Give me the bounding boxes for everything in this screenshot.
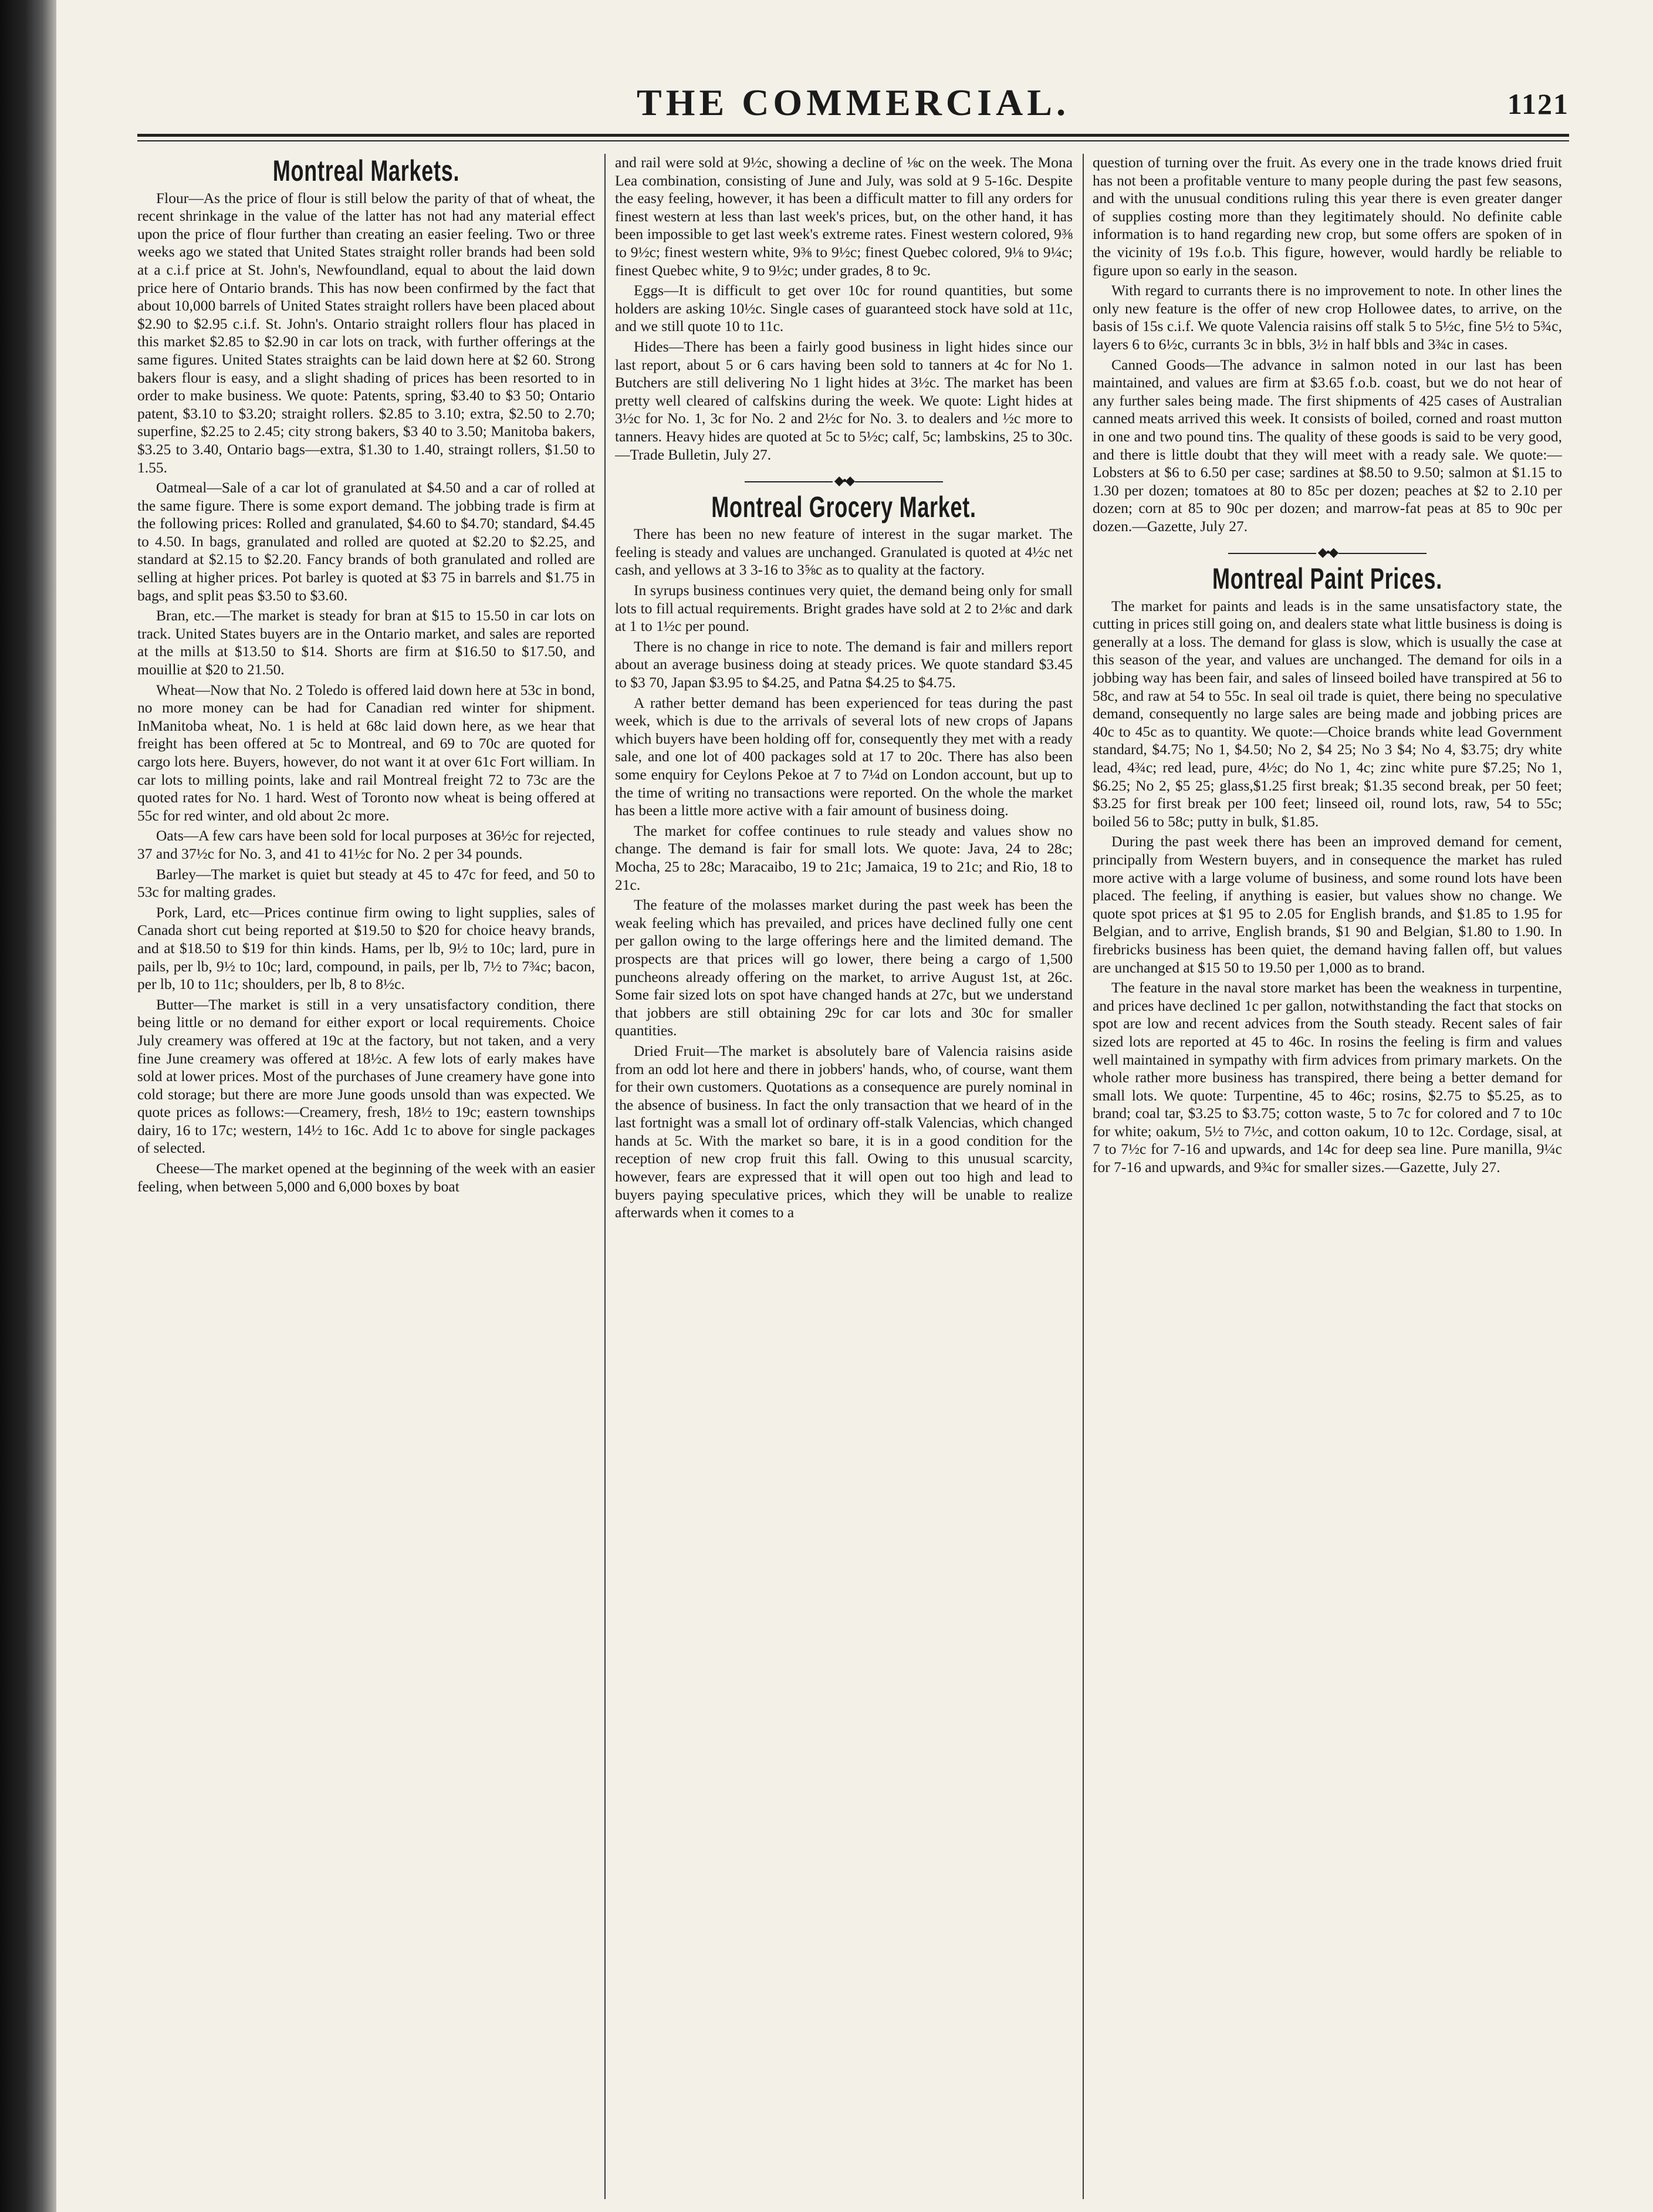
paragraph-barley: Barley—The market is quiet but steady at 45 to 47c for feed, and 50 to 53c for malting grades. [137, 865, 595, 901]
article-heading-paint-prices: Montreal Paint Prices. [1212, 562, 1442, 596]
paragraph-cement: During the past week there has been an improved demand for cement, principally from Western buyers, and in consequence the market has ruled more active with a large volume of business, and some round lots have been placed. The feeling, if anything is easier, but values show no change. We quote spot prices at $1 95 to 2.05 for English brands, and $1.85 to 1.95 for Belgian, and to arrive, English brands, $1 90 and Belgian, $1.80 to 1.90. In firebricks business has been quiet, the demand having fallen off, but values are unchanged at $15 50 to 19.50 per 1,000 as to brand. [1093, 833, 1562, 976]
page-number: 1121 [1507, 87, 1569, 120]
paragraph-syrups: In syrups business continues very quiet, the demand being only for small lots to fill actual requirements. Bright grades have sold at 2 to 2⅛c and dark at 1 to 1½c per pound. [615, 582, 1073, 635]
paragraph-bran: Bran, etc.—The market is steady for bran at $15 to 15.50 in car lots on track. United States buyers are in the Ontario market, and sales are reported at the mills at $13.50 to $14. Shorts are firm at $16.50 to $17.50, and mouillie at $20 to 21.50. [137, 607, 595, 678]
paragraph-oatmeal: Oatmeal—Sale of a car lot of granulated at $4.50 and a car of rolled at the same figure. There is some export demand. The jobbing trade is firm at the following prices: Rolled and granulated, $4.60 to $4.70; standard, $4.45 to 4.50. In bags, granulated and rolled are quoted at $2.20 to $2.25, and standard at $2.15 to $2.20. Fancy brands of both granulated and rolled are selling at higher prices. Pot barley is quoted at $3 75 in barrels and $1.75 in bags, and split peas $3.50 to $3.60. [137, 479, 595, 604]
column-3 [1093, 154, 1562, 2199]
article-separator: ◆•◆ [1093, 543, 1562, 562]
paragraph-molasses: The feature of the molasses market during the past week has been the weak feeling which has prevailed, and prices have declined fully one cent per gallon owing to the large offerings here and the limited demand. The prospects are that prices will go lower, there being a cargo of 1,500 puncheons already offering on the market, to arrive August 1st, at 26c. Some fair sized lots on spot have changed hands at 27c, but we understand that jobbers are still obtaining 29c for car lots and 30c for smaller quantities. [615, 896, 1073, 1039]
masthead-rule [137, 134, 1569, 141]
paragraph-dried-fruit: Dried Fruit—The market is absolutely bare of Valencia raisins aside from an odd lot here and there in jobbers' hands, who, of course, want them for their own customers. Quotations as a consequence are purely nominal in the absence of business. In fact the only transaction that we heard of in the last fortnight was a small lot of ordinary off-stalk Valencias, which changed hands at 5c. With the market so bare, it is in a good condition for the reception of new crop fruit this fall. Owing to this unusual scarcity, however, fears are expressed that it will open out too high and lead to buyers paying speculative prices, which they will be unable to realize afterwards when it comes to a [615, 1042, 1073, 1221]
paragraph-rice: There is no change in rice to note. The demand is fair and millers report about an average business doing at steady prices. We quote standard $3.45 to $3 70, Japan $3.95 to $4.25, and Patna $4.25 to $4.75. [615, 637, 1073, 691]
paragraph-teas: A rather better demand has been experienced for teas during the past week, which is due to the arrivals of several lots of new crops of Japans which buyers have been holding off for, consequently they met with a ready sale, and one lot of 400 packages sold at 17 to 20c. There has also been some enquiry for Ceylons Pekoe at 7 to 7¼d on London account, but up to the time of writing no transactions were reported. On the whole the market has been a little more active with a fair amount of business doing. [615, 694, 1073, 819]
page-binding-edge [0, 0, 56, 2212]
column-divider [604, 154, 606, 2199]
newspaper-title: THE COMMERCIAL. [637, 82, 1070, 123]
column-1 [137, 154, 595, 2199]
paragraph-currants: With regard to currants there is no improvement to note. In other lines the only new feature is the offer of new crop Hollowee dates, to arrive, on the basis of 15s c.i.f. We quote Valencia raisins off stalk 5 to 5½c, fine 5½ to 5¾c, layers 6 to 6½c, currants 3c in bbls, 3½ in half bbls and 3¾c in cases. [1093, 282, 1562, 353]
paragraph-canned-goods: Canned Goods—The advance in salmon noted in our last has been maintained, and values are firm at $3.65 f.o.b. coast, but we do not hear of any further sales being made. The first shipments of 425 cases of Australian canned meats arrived this week. It consists of boiled, corned and roast mutton in one and two pound tins. The quality of these goods is said to be very good, and there is little doubt that they will meet with a ready sale. We quote:—Lobsters at $6 to 6.50 per case; sardines at $8.50 to 9.50; salmon at $1.15 to 1.30 per dozen; tomatoes at 80 to 85c per dozen; peaches at $2 to 2.10 per dozen; corn at 85 to 90c per dozen; and marrow-fat peas at 85 to 90c per dozen.—Gazette, July 27. [1093, 356, 1562, 535]
paragraph-cheese-continued: and rail were sold at 9½c, showing a decline of ⅛c on the week. The Mona Lea combination, consisting of June and July, was sold at 9 5-16c. Despite the easy feeling, however, it has been a difficult matter to fill any orders for finest western at less than last week's prices, but, on the other hand, it has been impossible to get last week's extreme rates. Finest western colored, 9⅜ to 9½c; finest western white, 9⅜ to 9½c; finest Quebec colored, 9⅛ to 9¼c; finest Quebec white, 9 to 9½c; under grades, 8 to 9c. [615, 154, 1073, 279]
article-heading-grocery-market: Montreal Grocery Market. [711, 490, 976, 524]
column-2 [615, 154, 1073, 2199]
masthead [137, 81, 1569, 135]
column-divider [1083, 154, 1084, 2199]
paragraph-coffee: The market for coffee continues to rule steady and values show no change. The demand is fair for small lots. We quote: Java, 24 to 28c; Mocha, 25 to 28c; Maracaibo, 19 to 21c; Jamaica, 19 to 21c; and Rio, 18 to 21c. [615, 822, 1073, 893]
paragraph-cheese: Cheese—The market opened at the beginning of the week with an easier feeling, when between 5,000 and 6,000 boxes by boat [137, 1160, 595, 1195]
paragraph-sugar: There has been no new feature of interest in the sugar market. The feeling is steady and values are unchanged. Granulated is quoted at 4½c net cash, and yellows at 3 3-16 to 3⅝c as to quality at the factory. [615, 525, 1073, 579]
paragraph-oats: Oats—A few cars have been sold for local purposes at 36½c for rejected, 37 and 37½c for No. 3, and 41 to 41½c for No. 2 per 34 pounds. [137, 827, 595, 862]
paragraph-hides: Hides—There has been a fairly good business in light hides since our last report, about 5 or 6 cars having been sold to tanners at 4c for No 1. Butchers are still delivering No 1 light hides at 3½c. The market has been pretty well cleared of calfskins during the week. We quote: Light hides at 3½c for No. 1, 3c for No. 2 and 2½c for No. 3. to dealers and ½c more to tanners. Heavy hides are quoted at 5c to 5½c; calf, 5c; lambskins, 25 to 30c.—Trade Bulletin, July 27. [615, 337, 1073, 463]
paragraph-naval-stores: The feature in the naval store market has been the weakness in turpentine, and prices have declined 1c per gallon, notwithstanding the fact that stocks on spot are low and recent advices from the South steady. Recent sales of fair sized lots are reported at 45 to 46c. In rosins the feeling is firm and values well maintained in sympathy with firm advices from primary markets. On the whole rather more business has transpired, there being a better demand for small lots. We quote: Turpentine, 45 to 46c; rosins, $2.75 to $5.25, as to brand; coal tar, $3.25 to $3.75; cotton waste, 5 to 7c for colored and 7 to 10c for white; oakum, 5½ to 7½c, and cotton oakum, 10 to 12c. Cordage, sisal, at 7 to 7½c for 7-16 and upwards, and 14c for deep sea line. Pure manilla, 9¼c for 7-16 and upwards, and 9¾c for smaller sizes.—Gazette, July 27. [1093, 979, 1562, 1176]
paragraph-flour: Flour—As the price of flour is still below the parity of that of wheat, the recent shrinkage in the value of the latter has not had any material effect upon the price of flour further than creating an easier feeling. Two or three weeks ago we stated that United States straight roller brands had been sold at a c.i.f price at St. John's, Newfoundland, equal to about the laid down price here of Ontario brands. This has now been confirmed by the fact that about 10,000 barrels of United States straight rollers have been placed about $2.90 to $2.95 c.i.f. St. John's. Ontario straight rollers flour has placed in this market $2.85 to $2.90 in car lots on track, with further offerings at the same figures. United States straights can be laid down here at $2 60. Strong bakers flour is easy, and a slight shading of prices has been resorted to in order to make business. We quote: Patents, spring, $3.40 to $3 50; Ontario patent, $3.10 to $3.20; straight rollers. $2.85 to 3.10; extra, $2.50 to 2.70; superfine, $2.25 to 2.45; city strong bakers, $3 40 to 3.50; Manitoba bakers, $3.25 to 3.40, Ontario bags—extra, $1.30 to 1.40, straingt rollers, $1.50 to 1.55. [137, 189, 595, 476]
paragraph-pork-lard: Pork, Lard, etc—Prices continue firm owing to light supplies, sales of Canada short cut being reported at $19.50 to $20 for choice heavy brands, and at $18.50 to $19 for thin kinds. Hams, per lb, 9½ to 10c; lard, pure in pails, per lb, 9½ to 10c; lard, compound, in pails, per lb, 7½ to 7¾c; bacon, per lb, 10 to 11c; shoulders, per lb, 8 to 8½c. [137, 903, 595, 993]
paragraph-butter: Butter—The market is still in a very unsatisfactory condition, there being little or no demand for either export or local requirements. Choice July creamery was offered at 19c at the factory, but not taken, and a very fine June creamery was offered at 18½c. A few lots of early makes have sold at lower prices. Most of the purchases of June creamery have gone into cold storage; but there are more June goods unsold than was expected. We quote prices as follows:—Creamery, fresh, 18½ to 19c; eastern townships dairy, 16 to 17c; western, 14½ to 16c. Add 1c to above for single packages of selected. [137, 995, 595, 1157]
paragraph-paints: The market for paints and leads is in the same unsatisfactory state, the cutting in prices still going on, and dealers state what little business is doing is generally at a loss. The demand for glass is slow, which is usually the case at this season of the year, and values are unchanged. The demand for oils in a jobbing way has been fair, and sales of linseed boiled have transpired at 56 to 58c, and raw at 54 to 55c. In seal oil trade is quiet, there being no speculative demand, consequently no large sales are being made and jobbing prices are 40c to 45c as to quantity. We quote:—Choice brands white lead Government standard, $4.75; No 1, $4.50; No 2, $4 25; No 3 $4; No 4, $3.75; dry white lead, 4¾c; red lead, pure, 4½c; do No 1, 4c; zinc white pure $7.25; No 1, $6.25; No 2, $5 25; glass,$1.25 first break; $1.35 second break, per 50 feet; $3.25 for first break per 100 feet; linseed oil, round lots, raw, 54 to 55c; boiled 56 to 58c; putty in bulk, $1.85. [1093, 597, 1562, 830]
paragraph-eggs: Eggs—It is difficult to get over 10c for round quantities, but some holders are asking 10½c. Single cases of guaranteed stock have sold at 11c, and we still quote 10 to 11c. [615, 282, 1073, 335]
paragraph-wheat: Wheat—Now that No. 2 Toledo is offered laid down here at 53c in bond, no more money can be had for Canadian red winter for shipment. InManitoba wheat, No. 1 is held at 68c laid down here, as we hear that freight has been offered at 5c to Montreal, and 69 to 70c are quoted for cargo lots here. Buyers, however, do not want it at over 61c Fort william. In car lots to milling points, lake and rail Montreal freight 72 to 73c are the quoted rates for No. 1 hard. West of Toronto now wheat is being offered at 55c for red winter, and old about 2c more. [137, 681, 595, 824]
article-heading-montreal-markets: Montreal Markets. [272, 154, 460, 187]
article-separator: ◆•◆ [615, 472, 1073, 490]
paragraph-dried-fruit-continued: question of turning over the fruit. As every one in the trade knows dried fruit has not been a profitable venture to many people during the past few seasons, and with the unusual conditions ruling this year there is even greater danger of supplies costing more than they legitimately should. No definite cable information is to hand regarding new crop, but some offers are spoken of in the vicinity of 19s f.o.b. This figure, however, would hardly be reliable to figure upon so early in the season. [1093, 154, 1562, 279]
